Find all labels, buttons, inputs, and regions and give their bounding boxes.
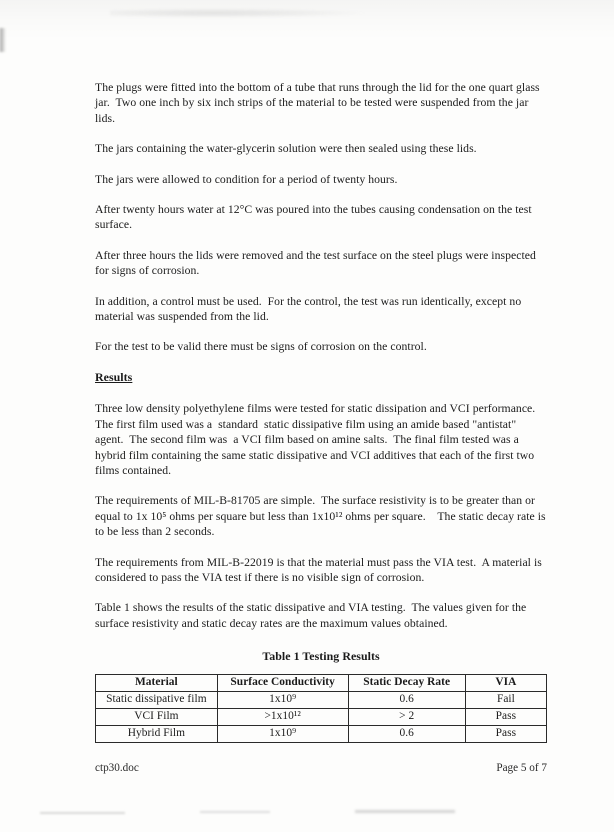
table-cell: 0.6 [348, 725, 465, 742]
table-cell: Pass [465, 725, 546, 742]
scan-artifact-bottom-smudge [200, 811, 270, 813]
table-cell: Static dissipative film [96, 691, 218, 708]
table-cell: >1x10¹² [217, 708, 348, 725]
table-header-cell: Material [96, 674, 218, 691]
paragraph: The jars were allowed to condition for a period of twenty hours. [95, 172, 398, 186]
paragraph: Three low density polyethylene films were tested for static dissipation and VCI performance. The first film used was a standard static dissipative film using an amide based "antistat" agent. The second film was a VCI film based on amine salts. The final film tested was a hybrid film containing the same static dissipative and VCI additives that each of the first two films contained. [95, 402, 542, 477]
document-body [95, 80, 547, 743]
table-cell: Pass [465, 708, 546, 725]
paragraph: After three hours the lids were removed and the test surface on the steel plugs were inspected for signs of corrosion. [95, 248, 539, 278]
paragraph: The requirements from MIL-B-22019 is that the material must pass the VIA test. A material is considered to pass the VIA test if there is no visible sign of corrosion. [95, 555, 545, 584]
paragraph: The requirements of MIL-B-81705 are simple. The surface resistivity is to be greater than or equal to 1x 10⁵ ohms per square but less than 1x10¹² ohms per square. The static decay rate is to be less than 2 seconds. [95, 494, 549, 539]
table-cell: 1x10⁹ [217, 691, 348, 708]
table-row [96, 725, 547, 742]
table-header-row [96, 674, 547, 691]
scan-artifact-top-noise [110, 8, 370, 18]
paragraph: After twenty hours water at 12°C was poured into the tubes causing condensation on the test surface. [95, 203, 535, 232]
table-cell: 0.6 [348, 691, 465, 708]
table-cell: 1x10⁹ [217, 725, 348, 742]
paragraph: The plugs were fitted into the bottom of a tube that runs through the lid for the one quart glass jar. Two one inch by six inch strips of the material to be tested were suspended from the jar lids. [95, 81, 543, 125]
table-cell: Fail [465, 691, 546, 708]
scan-artifact-bottom-smudge [40, 812, 125, 814]
table-row [96, 691, 547, 708]
table-row [96, 708, 547, 725]
paragraph: The jars containing the water-glycerin solution were then sealed using these lids. [95, 142, 477, 156]
results-heading: Results [95, 369, 133, 384]
page-footer [95, 762, 547, 774]
paragraph: Table 1 shows the results of the static dissipative and VIA testing. The values given for the surface resistivity and static decay rates are the maximum values obtained. [95, 601, 530, 630]
results-table [95, 674, 547, 743]
table-title: Table 1 Testing Results [262, 649, 380, 664]
table-header-cell: Static Decay Rate [348, 674, 465, 691]
footer-page-number: Page 5 of 7 [496, 762, 547, 774]
paragraph: In addition, a control must be used. For the control, the test was run identically, except no material was suspended from the lid. [95, 294, 525, 324]
table-cell: Hybrid Film [96, 725, 218, 742]
scan-artifact-left-edge [0, 28, 6, 52]
table-header-cell: Surface Conductivity [217, 674, 348, 691]
table-cell: > 2 [348, 708, 465, 725]
paragraph: For the test to be valid there must be signs of corrosion on the control. [95, 340, 427, 354]
table-cell: VCI Film [96, 708, 218, 725]
footer-filename: ctp30.doc [95, 762, 139, 774]
scan-artifact-bottom-smudge [355, 810, 455, 813]
table-header-cell: VIA [465, 674, 546, 691]
